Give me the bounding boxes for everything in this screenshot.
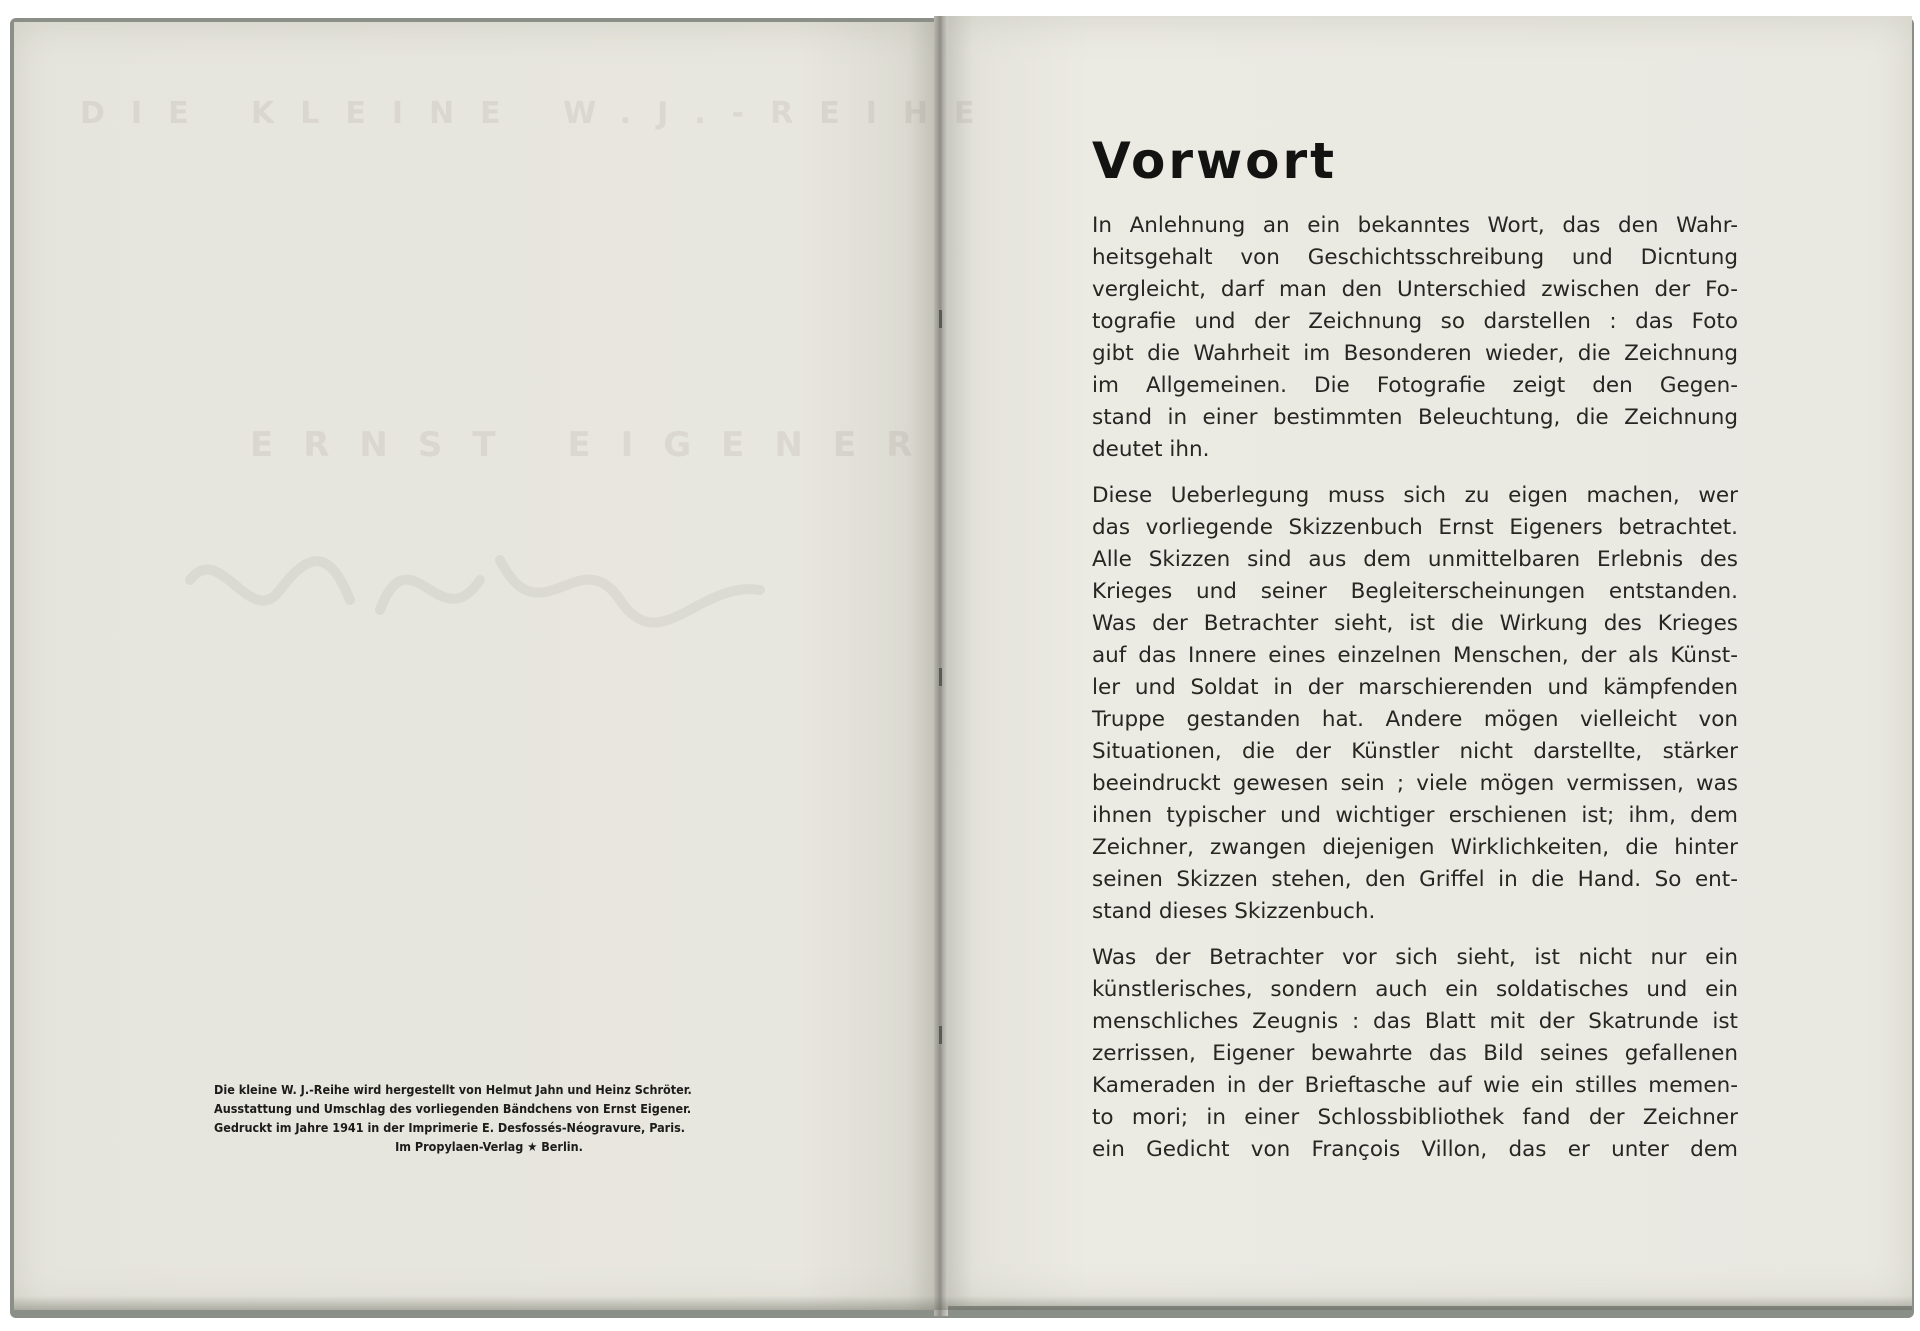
text-line: ein Gedicht von François Villon, das er unter dem <box>1092 1137 1738 1162</box>
paragraph-1 <box>1092 210 1738 466</box>
page-bottom-shadow <box>14 1296 1912 1310</box>
binding-stitch <box>939 1026 942 1044</box>
text-line: seinen Skizzen stehen, den Griffel in die Hand. So ent- <box>1092 867 1738 892</box>
binding-stitch <box>939 310 942 328</box>
text-line: tografie und der Zeichnung so darstellen : das Foto <box>1092 309 1738 334</box>
text-line: auf das Innere eines einzelnen Menschen, der als Künst- <box>1092 643 1738 668</box>
text-line: ler und Soldat in der marschierenden und kämpfenden <box>1092 675 1738 700</box>
show-through-signature <box>180 520 770 660</box>
text-line: Situationen, die der Künstler nicht darstellte, stärker <box>1092 739 1738 764</box>
text-line: Was der Betrachter vor sich sieht, ist nicht nur ein <box>1092 945 1738 970</box>
text-line: Diese Ueberlegung muss sich zu eigen machen, wer <box>1092 483 1738 508</box>
imprint-line: Die kleine W. J.-Reihe wird hergestellt von Helmut Jahn und Heinz Schröter. <box>214 1082 692 1097</box>
text-line: Truppe gestanden hat. Andere mögen vielleicht von <box>1092 707 1738 732</box>
text-line: zerrissen, Eigener bewahrte das Bild seines gefallenen <box>1092 1041 1738 1066</box>
text-line: Zeichner, zwangen diejenigen Wirklichkeiten, die hinter <box>1092 835 1738 860</box>
text-line: ihnen typischer und wichtiger erschienen ist; ihm, dem <box>1092 803 1738 828</box>
text-line: Alle Skizzen sind aus dem unmittelbaren Erlebnis des <box>1092 547 1738 572</box>
imprint-line: Gedruckt im Jahre 1941 in der Imprimerie E. Desfossés-Néogravure, Paris. <box>214 1120 686 1135</box>
paragraph-3 <box>1092 942 1738 1166</box>
text-line: Was der Betrachter sieht, ist die Wirkung des Krieges <box>1092 611 1738 636</box>
text-line: künstlerisches, sondern auch ein soldatisches und ein <box>1092 977 1738 1002</box>
text-line: stand in einer bestimmten Beleuchtung, die Zeichnung <box>1092 405 1738 430</box>
text-line: vergleicht, darf man den Unterschied zwischen der Fo- <box>1092 277 1738 302</box>
book-gutter <box>934 16 948 1316</box>
binding-stitch <box>939 668 942 686</box>
text-line: im Allgemeinen. Die Fotografie zeigt den Gegen- <box>1092 373 1738 398</box>
imprint-line: Ausstattung und Umschlag des vorliegenden Bändchens von Ernst Eigener. <box>214 1101 692 1116</box>
page-title: Vorwort <box>1092 132 1338 190</box>
text-line: beeindruckt gewesen sein ; viele mögen vermissen, was <box>1092 771 1738 796</box>
text-line: stand dieses Skizzenbuch. <box>1092 899 1376 924</box>
text-line: gibt die Wahrheit im Besonderen wieder, die Zeichnung <box>1092 341 1738 366</box>
text-line: das vorliegende Skizzenbuch Ernst Eigeners betrachtet. <box>1092 515 1738 540</box>
show-through-series-title: DIE KLEINE W.J.-REIHE <box>80 96 1001 131</box>
text-line: Krieges und seiner Begleiterscheinungen entstanden. <box>1092 579 1738 604</box>
text-line: heitsgehalt von Geschichtsschreibung und Dicntung <box>1092 245 1738 270</box>
foreword-text <box>1092 210 1738 1180</box>
imprint-block <box>214 1080 764 1156</box>
text-line: to mori; in einer Schlossbibliothek fand der Zeichner <box>1092 1105 1738 1130</box>
paragraph-2 <box>1092 480 1738 928</box>
text-line: Kameraden in der Brieftasche auf wie ein stilles memen- <box>1092 1073 1738 1098</box>
show-through-author-name: ERNST EIGENER <box>250 425 943 465</box>
text-line: menschliches Zeugnis : das Blatt mit der Skatrunde ist <box>1092 1009 1738 1034</box>
text-line: deutet ihn. <box>1092 437 1210 462</box>
publisher-line: Im Propylaen-Verlag ★ Berlin. <box>395 1139 583 1154</box>
text-line: In Anlehnung an ein bekanntes Wort, das den Wahr- <box>1092 213 1738 238</box>
